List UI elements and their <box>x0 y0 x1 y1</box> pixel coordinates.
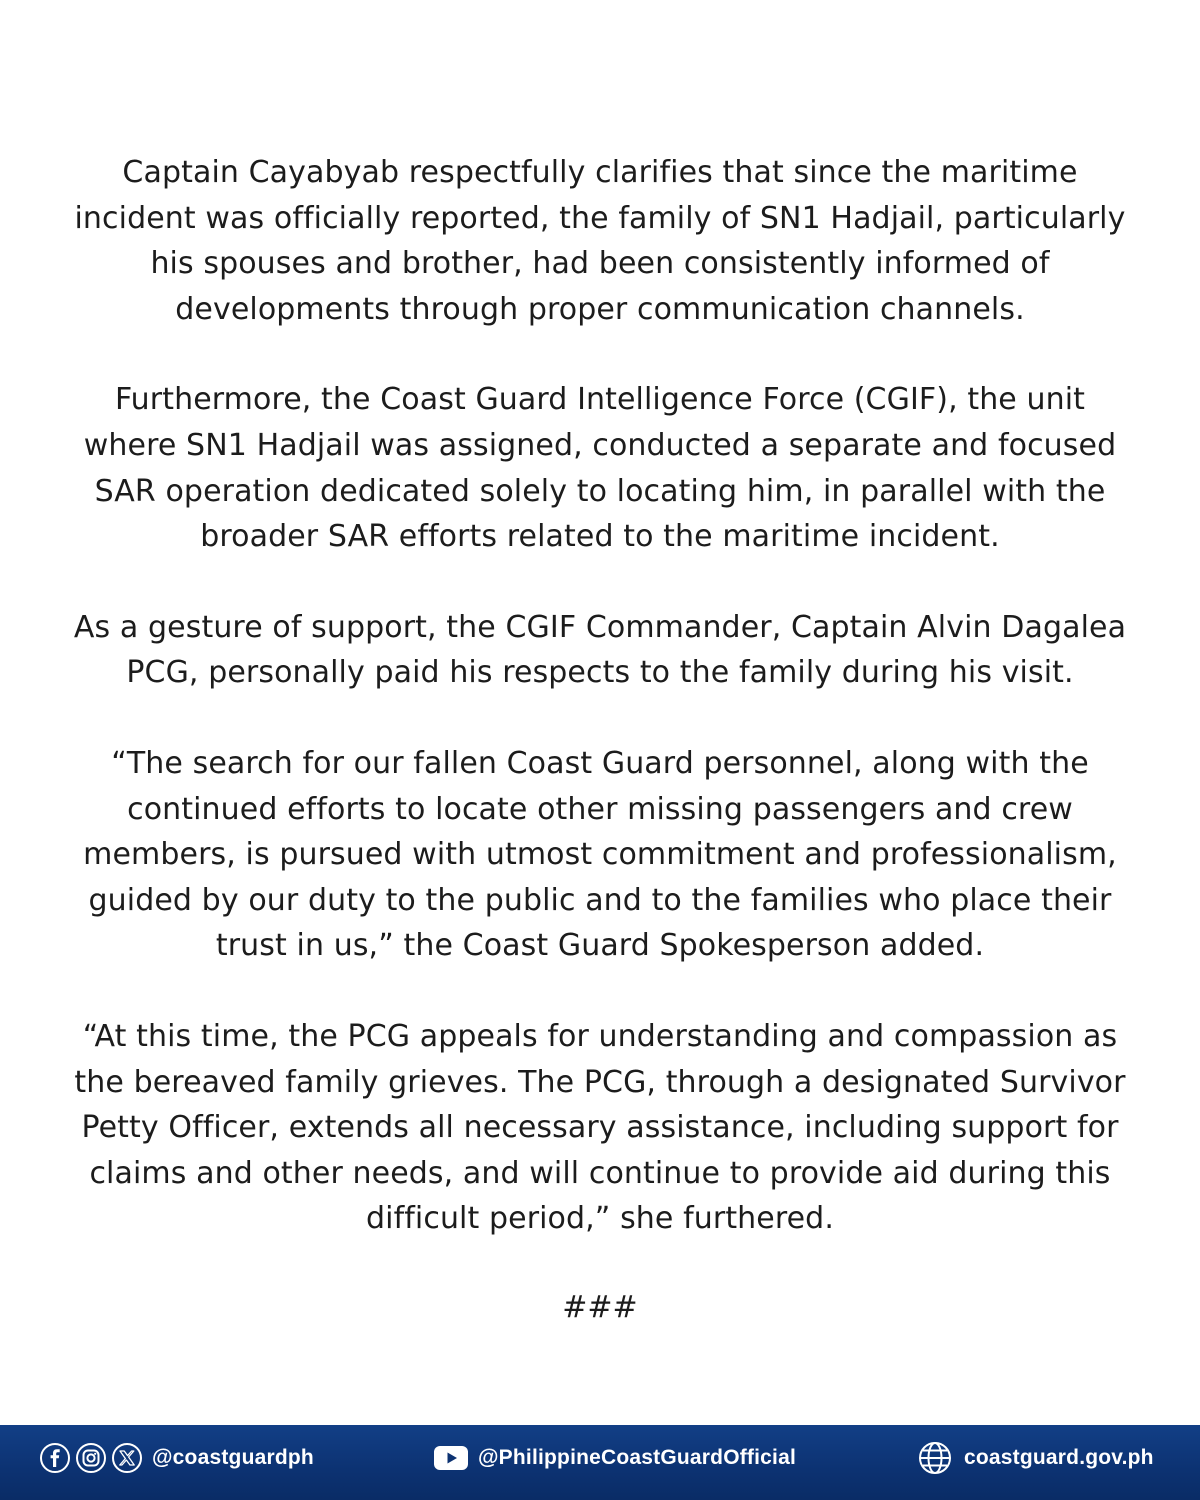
social-group <box>40 1441 314 1475</box>
youtube-icon[interactable] <box>434 1446 468 1470</box>
paragraph-3 <box>20 605 1180 696</box>
paragraph-line: guided by our duty to the public and to the families who place their <box>88 882 1112 918</box>
paragraph-2 <box>20 377 1180 559</box>
paragraph-line: trust in us,” the Coast Guard Spokesperson added. <box>215 928 985 964</box>
instagram-icon[interactable] <box>76 1443 106 1473</box>
website-link[interactable]: coastguard.gov.ph <box>964 1446 1154 1469</box>
paragraph-line: his spouses and brother, had been consistently informed of <box>150 246 1050 282</box>
statement-body <box>20 150 1180 1287</box>
paragraph-line: Furthermore, the Coast Guard Intelligence Force (CGIF), the unit <box>114 382 1086 418</box>
youtube-handle[interactable]: @PhilippineCoastGuardOfficial <box>478 1446 796 1469</box>
instagram-glyph <box>82 1449 100 1467</box>
paragraph-line: As a gesture of support, the CGIF Commander, Captain Alvin Dagalea <box>73 609 1127 645</box>
facebook-glyph <box>47 1449 63 1467</box>
x-glyph <box>119 1450 135 1466</box>
x-icon[interactable] <box>112 1443 142 1473</box>
facebook-icon[interactable] <box>40 1443 70 1473</box>
footer-bar <box>0 1425 1200 1500</box>
paragraph-line: continued efforts to locate other missing passengers and crew <box>127 791 1073 827</box>
youtube-group <box>434 1441 796 1475</box>
paragraph-line: SAR operation dedicated solely to locating him, in parallel with the <box>94 473 1106 509</box>
paragraph-5 <box>20 1014 1180 1242</box>
paragraph-line: “The search for our fallen Coast Guard personnel, along with the <box>111 745 1089 781</box>
paragraph-line: incident was officially reported, the family of SN1 Hadjail, particularly <box>74 200 1126 236</box>
paragraph-line: broader SAR efforts related to the maritime incident. <box>200 519 1000 555</box>
paragraph-line: claims and other needs, and will continue to provide aid during this <box>89 1155 1111 1191</box>
paragraph-1 <box>20 150 1180 332</box>
paragraph-line: difficult period,” she furthered. <box>366 1201 834 1237</box>
social-handle[interactable]: @coastguardph <box>152 1446 314 1469</box>
paragraph-line: Captain Cayabyab respectfully clarifies that since the maritime <box>122 155 1078 190</box>
paragraph-4 <box>20 741 1180 969</box>
paragraph-line: where SN1 Hadjail was assigned, conducted a separate and focused <box>83 427 1117 463</box>
paragraph-line: the bereaved family grieves. The PCG, through a designated Survivor <box>74 1064 1126 1100</box>
paragraph-line: developments through proper communication channels. <box>175 291 1025 327</box>
globe-icon <box>918 1441 952 1475</box>
paragraph-line: “At this time, the PCG appeals for understanding and compassion as <box>82 1018 1118 1054</box>
end-mark: ### <box>562 1290 638 1325</box>
website-group <box>918 1441 1154 1475</box>
paragraph-line: PCG, personally paid his respects to the family during his visit. <box>126 655 1074 691</box>
paragraph-line: Petty Officer, extends all necessary assistance, including support for <box>81 1110 1119 1146</box>
paragraph-line: members, is pursued with utmost commitment and professionalism, <box>83 837 1117 873</box>
